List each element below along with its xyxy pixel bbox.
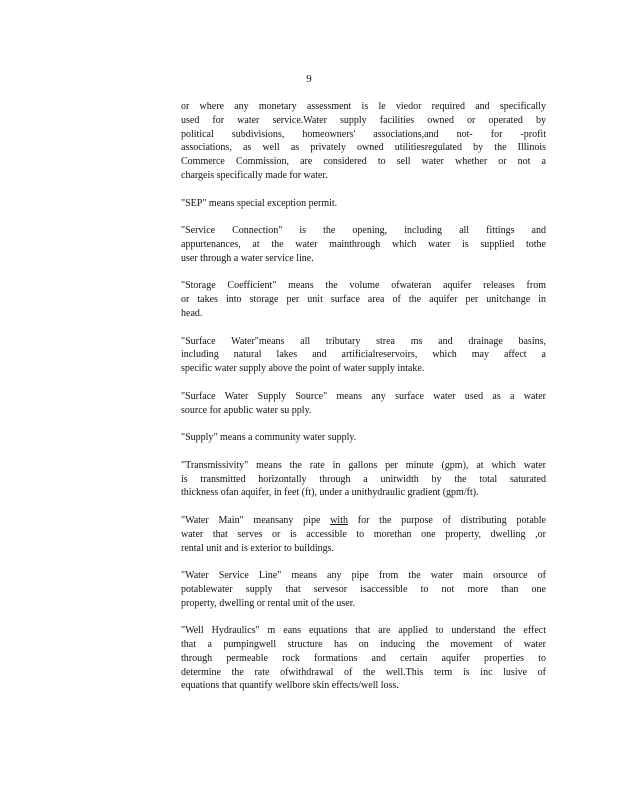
text-line: including natural lakes and artificialreservoirs, which may affect a <box>181 349 546 361</box>
text-line: "Surface Water Supply Source" means any surface water used as a water <box>181 390 546 402</box>
text-line: "Water Service Line" means any pipe from the water main orsource of <box>181 570 546 582</box>
page-number: 9 <box>306 73 312 85</box>
text-line: through permeable rock formations and certain aquifer properties to <box>181 652 546 664</box>
definition-paragraph <box>181 197 546 211</box>
definition-paragraph <box>181 390 546 418</box>
text-line: or where any monetary assessment is le viedor required and specifically <box>181 101 546 112</box>
text-line: property, dwelling or rental unit of the user. <box>181 597 356 609</box>
text-line: used for water service.Water supply facilities owned or operated by <box>181 114 546 126</box>
text-line: is transmitted horizontally through a unitwidth by the total saturated <box>181 473 546 485</box>
text-line: determine the rate ofwithdrawal of the well.This term is inc lusive of <box>181 666 546 678</box>
text-line: associations, as well as privately owned utilitiesregulated by the Illinois <box>181 142 546 154</box>
text-line: water that serves or is accessible to morethan one property, dwelling ,or <box>181 528 546 540</box>
text-line: "SEP" means special exception permit. <box>181 197 338 209</box>
text-line: potablewater supply that servesor isaccessible to not more than one <box>181 583 546 595</box>
text-line: "Water Main" meansany pipe with for the purpose of distributing potable <box>181 514 546 526</box>
text-line: or takes into storage per unit surface area of the aquifer per unitchange in <box>181 294 546 306</box>
definition-paragraph <box>181 224 546 265</box>
text-line: thickness ofan aquifer, in feet (ft), under a unithydraulic gradient (gpm/ft). <box>181 487 479 499</box>
text-line: "Surface Water"means all tributary strea ms and drainage basins, <box>181 335 546 347</box>
definitions-body <box>181 100 546 707</box>
text-line: "Transmissivity" means the rate in gallons per minute (gpm), at which water <box>181 459 546 471</box>
definition-paragraph <box>181 100 546 183</box>
definition-paragraph <box>181 514 546 555</box>
text-line: user through a water service line. <box>181 252 314 264</box>
text-line: "Well Hydraulics" m eans equations that are applied to understand the effect <box>181 625 546 637</box>
text-line: "Service Connection" is the opening, including all fittings and <box>181 225 546 237</box>
definition-paragraph <box>181 431 546 445</box>
text-line: "Storage Coefficient" means the volume ofwateran aquifer releases from <box>181 280 546 292</box>
text-line: political subdivisions, homeowners' associations,and not- for -profit <box>181 128 546 140</box>
text-line: chargeis specifically made for water. <box>181 169 328 181</box>
text-line: head. <box>181 307 203 319</box>
definition-paragraph <box>181 569 546 610</box>
definition-paragraph <box>181 279 546 320</box>
definition-paragraph <box>181 459 546 500</box>
text-line: equations that quantify wellbore skin effects/well loss. <box>181 680 399 692</box>
text-line: that a pumpingwell structure has on inducing the movement of water <box>181 639 546 651</box>
text-line: appurtenances, at the water mainthrough which water is supplied tothe <box>181 238 546 250</box>
text-line: specific water supply above the point of water supply intake. <box>181 363 425 375</box>
text-line: rental unit and is exterior to buildings. <box>181 542 335 554</box>
text-line: "Supply" means a community water supply. <box>181 432 357 444</box>
definition-paragraph <box>181 335 546 376</box>
text-line: source for apublic water su pply. <box>181 404 312 416</box>
definition-paragraph <box>181 624 546 693</box>
text-line: Commerce Commission, are considered to sell water whether or not a <box>181 156 546 168</box>
